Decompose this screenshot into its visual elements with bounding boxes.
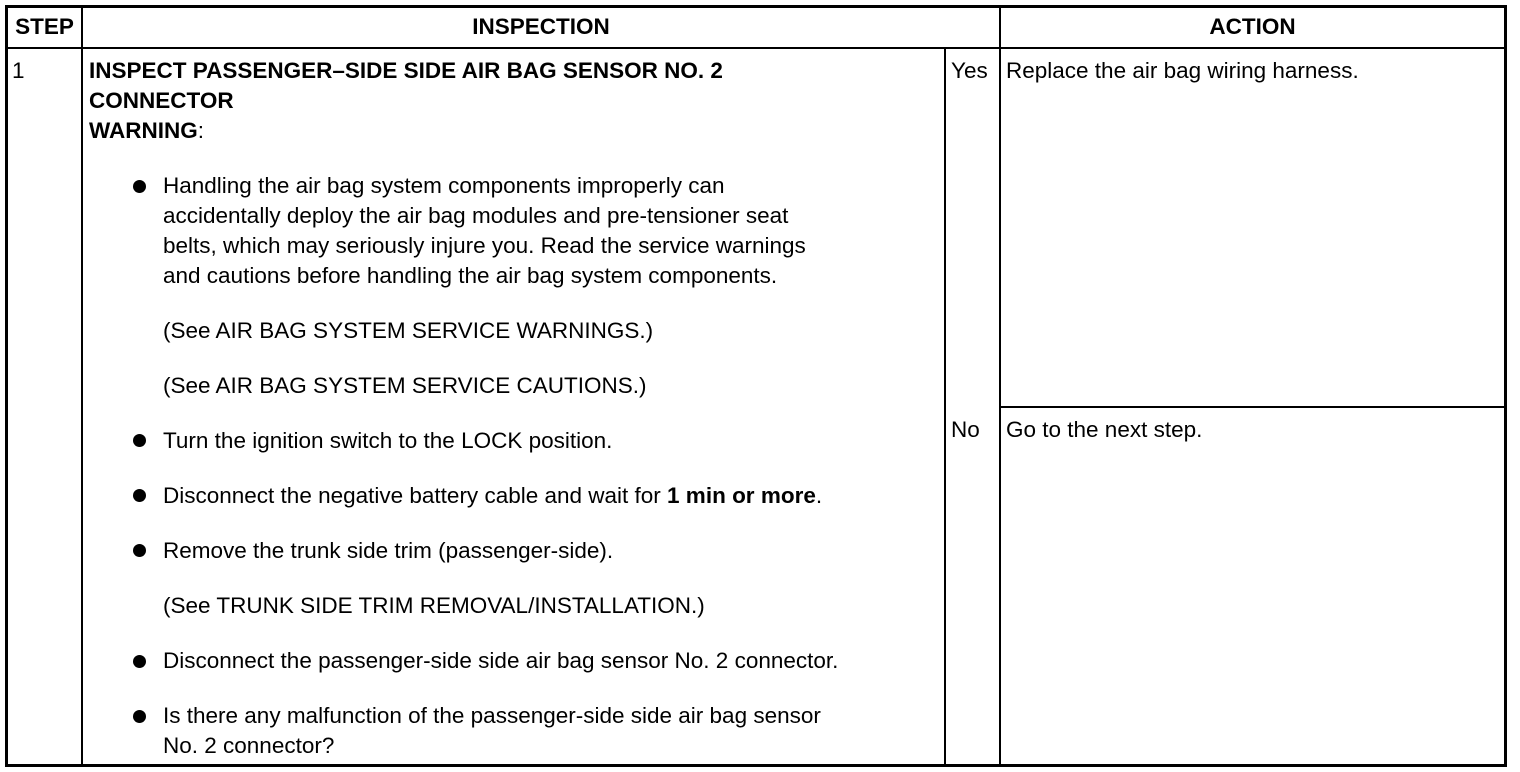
inspection-title-line1: INSPECT PASSENGER–SIDE SIDE AIR BAG SENSOR NO. 2 [89, 58, 723, 83]
bullet-3-text [163, 481, 822, 511]
header-divider [5, 47, 1507, 49]
bullet-dot [133, 489, 146, 502]
bullet-3-text-after: . [815, 483, 823, 508]
reference-trunk-trim: (See TRUNK SIDE TRIM REMOVAL/INSTALLATION.) [163, 593, 705, 618]
bullet-dot [133, 180, 146, 193]
bullet-dot [133, 434, 146, 447]
header-step: STEP [15, 14, 74, 39]
reference-cautions: (See AIR BAG SYSTEM SERVICE CAUTIONS.) [163, 373, 647, 398]
bullet-4-text: Remove the trunk side trim (passenger-side). [163, 538, 614, 563]
answer-yes-action: Replace the air bag wiring harness. [1006, 58, 1359, 83]
action-column-divider [999, 5, 1001, 767]
bullet-5-text: Disconnect the passenger-side side air bag sensor No. 2 connector. [163, 648, 839, 673]
bullet-1-line1: Handling the air bag system components improperly can [163, 173, 725, 198]
inspection-title-line2: CONNECTOR [89, 88, 234, 113]
warning-colon: : [197, 118, 205, 143]
header-action: ACTION [1209, 14, 1296, 39]
answer-yes-label: Yes [951, 58, 988, 83]
bullet-1-line4: and cautions before handling the air bag system components. [163, 263, 778, 288]
bullet-1-line2: accidentally deploy the air bag modules and pre-tensioner seat [163, 203, 789, 228]
reference-warnings: (See AIR BAG SYSTEM SERVICE WARNINGS.) [163, 318, 654, 343]
bullet-3-text-bold: 1 min or more [667, 483, 816, 508]
answer-no-action: Go to the next step. [1006, 417, 1203, 442]
warning-label: WARNING [89, 118, 198, 143]
answer-no-label: No [951, 417, 980, 442]
bullet-dot [133, 655, 146, 668]
answer-column-divider [944, 47, 946, 767]
bullet-1-line3: belts, which may seriously injure you. Read the service warnings [163, 233, 806, 258]
bullet-2-text: Turn the ignition switch to the LOCK position. [163, 428, 613, 453]
yes-no-divider [999, 406, 1507, 408]
bullet-dot [133, 710, 146, 723]
bullet-dot [133, 544, 146, 557]
warning-heading [89, 116, 204, 146]
step-column-divider [81, 5, 83, 767]
step-number: 1 [12, 58, 25, 83]
bullet-6-line1: Is there any malfunction of the passenger-side side air bag sensor [163, 703, 821, 728]
header-inspection: INSPECTION [472, 14, 610, 39]
bullet-6-line2: No. 2 connector? [163, 733, 335, 758]
bullet-3-text-before: Disconnect the negative battery cable and wait for [163, 483, 668, 508]
